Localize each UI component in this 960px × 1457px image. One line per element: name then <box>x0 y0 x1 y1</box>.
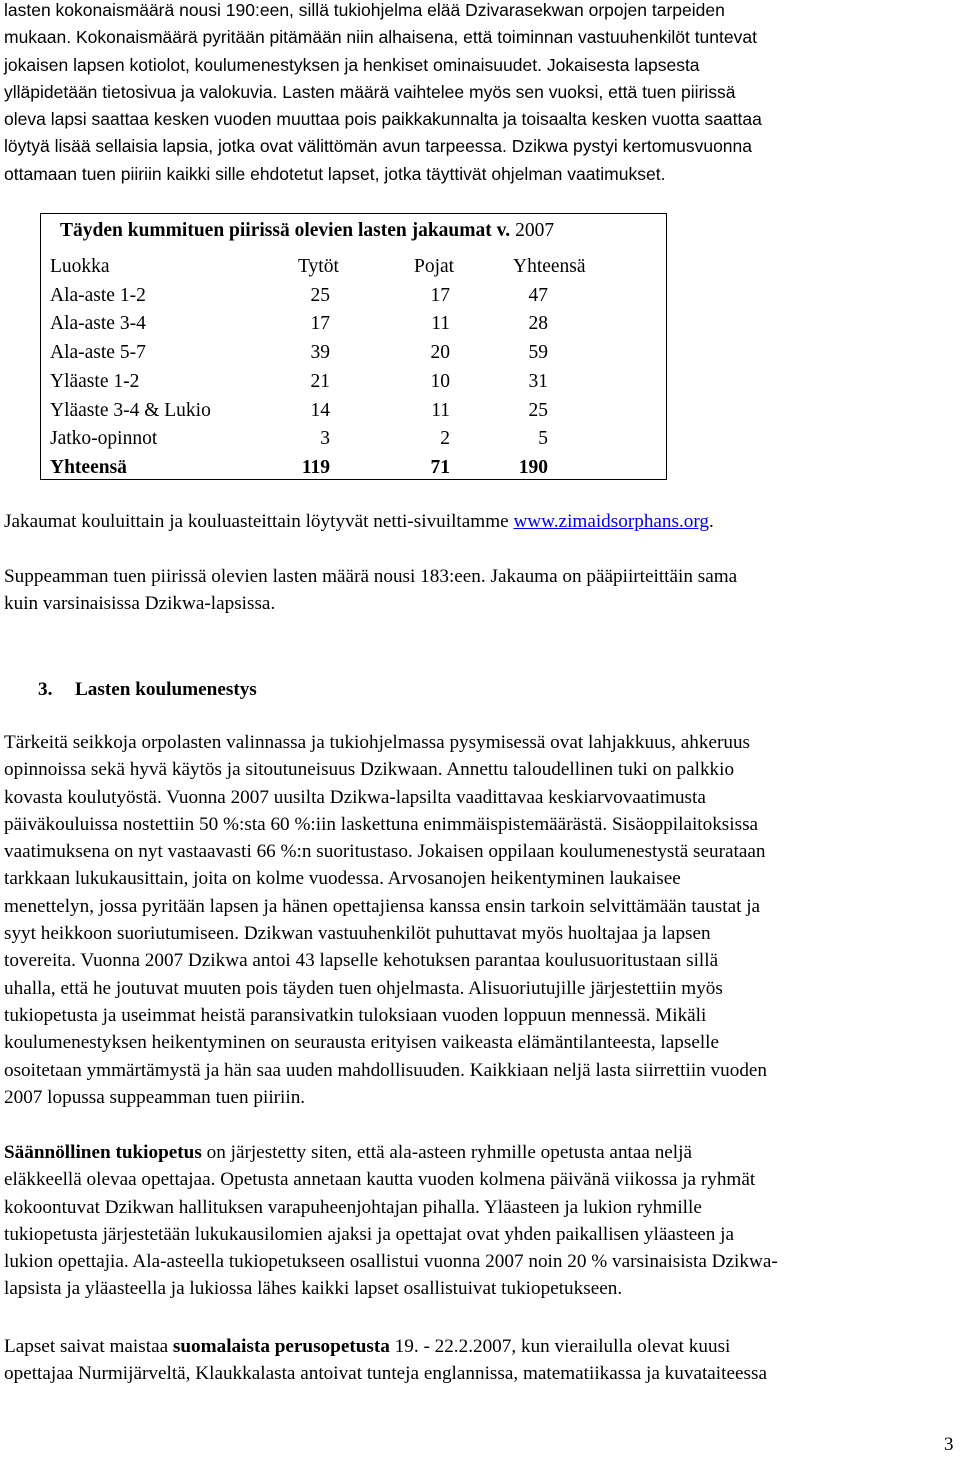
header-boys: Pojat <box>414 256 455 277</box>
school-line: Tärkeitä seikkoja orpolasten valinnassa ja tukiohjelmassa pysymisessä ovat lahjakkuus, ahkeruus <box>4 732 750 753</box>
row-girls: 14 <box>310 399 330 421</box>
support-line: kuin varsinaisissa Dzikwa-lapsissa. <box>4 593 276 615</box>
header-class: Luokka <box>50 256 110 277</box>
school-line: tarkkaan lukukausittain, joita on kolme vuodessa. Arvosanojen heikentyminen laukaisee <box>4 868 681 890</box>
table-row <box>50 282 650 311</box>
table-total-row <box>50 454 650 483</box>
table-title-year: 2007 <box>515 220 555 241</box>
school-line: tovereita. Vuonna 2007 Dzikwa antoi 43 lapselle kehotuksen parantaa koulusuoritustaan sillä <box>4 950 719 972</box>
row-total: 59 <box>528 342 548 364</box>
tutoring-paragraph <box>4 1139 954 1303</box>
row-class: Ala-aste 3-4 <box>50 313 146 335</box>
tutoring-line <box>4 1139 954 1166</box>
school-line: vaatimuksena on nyt vastaavasti 66 %:n suoritustaso. Jokaisen oppilaan koulumenestystä seurataan <box>4 841 766 863</box>
school-line: 2007 lopussa suppeamman tuen piiriin. <box>4 1086 306 1108</box>
row-girls: 17 <box>310 313 330 335</box>
total-girls: 119 <box>301 456 330 478</box>
total-all: 190 <box>518 456 548 478</box>
intro-line: löytyä lisää sellaisia lapsia, jotka ovat välittömän avun tarpeessa. Dzikwa pystyi kertomusvuonna <box>4 136 752 157</box>
school-line: tukiopetusta ja useimmat heistä paransivatkin tuloksiaan vuoden loppuun mennessä. Mikäli <box>4 1004 707 1026</box>
tutoring-line: lukion opettajia. Ala-asteella tukiopetukseen osallistui vuonna 2007 noin 20 % varsinaisista Dzikwa- <box>4 1251 778 1273</box>
tutoring-lead-rest: on järjestetty siten, että ala-asteen ryhmille opetusta antaa neljä <box>201 1142 692 1163</box>
intro-line: mukaan. Kokonaismäärä pyritään pitämään niin alhaisena, että toiminnan vastuuhenkilöt tuntevat <box>4 27 757 48</box>
total-boys: 71 <box>430 456 450 478</box>
website-link[interactable]: www.zimaidsorphans.org <box>513 511 710 532</box>
row-boys: 2 <box>440 428 450 450</box>
intro-line: oleva lapsi saattaa kesken vuoden muuttaa pois paikkakunnalta ja toisaalta kesken vuotta saattaa <box>4 109 762 130</box>
row-class: Ala-aste 5-7 <box>50 342 146 364</box>
intro-paragraph <box>4 0 954 188</box>
page-number: 3 <box>944 1434 954 1455</box>
school-line: opinnoissa sekä hyvä käytös ja sitoutuneisuus Dzikwaan. Annettu taloudellinen tuki on palkkio <box>4 759 735 781</box>
section-number: 3. <box>38 679 53 700</box>
row-total: 5 <box>538 428 548 450</box>
tutoring-line: tukiopetusta järjestetään lukukausilomien ajaksi ja opettajat ovat yhden paikallisen yläasteen ja <box>4 1223 734 1245</box>
distribution-note <box>4 508 954 535</box>
row-class: Yläaste 3-4 & Lukio <box>50 399 211 421</box>
row-total: 47 <box>528 284 548 306</box>
row-class: Yläaste 1-2 <box>50 370 140 392</box>
distribution-note-line <box>4 508 954 535</box>
table-row <box>50 397 650 426</box>
row-boys: 20 <box>430 342 450 364</box>
row-girls: 39 <box>310 342 330 364</box>
finnish-lessons-paragraph <box>4 1333 954 1388</box>
row-girls: 25 <box>310 284 330 306</box>
finnish-lessons-after: 19. - 22.2.2007, kun vierailulla olevat kuusi <box>389 1336 731 1357</box>
school-line: päiväkouluissa nostettiin 50 %:sta 60 %:iin laskettuna enimmäispistemäärästä. Sisäoppilaitoksissa <box>4 813 759 835</box>
school-line: koulumenestyksen heikentyminen on seurausta erityisen vaikeasta elämäntilanteesta, lapselle <box>4 1032 720 1054</box>
intro-line: lasten kokonaismäärä nousi 190:een, sillä tukiohjelma elää Dzivarasekwan orpojen tarpeiden <box>4 0 725 20</box>
finnish-lessons-bold: suomalaista perusopetusta <box>172 1336 390 1357</box>
school-line: osoitetaan ymmärtämystä ja hän saa uuden mahdollisuuden. Kaikkiaan neljä lasta siirrettiin vuoden <box>4 1059 768 1081</box>
header-total: Yhteensä <box>513 256 586 277</box>
row-total: 28 <box>528 313 548 335</box>
tutoring-line: kokoontuvat Dzikwan hallituksen varapuheenjohtajan pihalla. Yläasteen ja lukion ryhmille <box>4 1196 702 1218</box>
support-paragraph <box>4 563 954 618</box>
tutoring-lead: Säännöllinen tukiopetus <box>4 1142 202 1163</box>
row-total: 31 <box>528 370 548 392</box>
school-line: kovasta koulutyöstä. Vuonna 2007 uusilta Dzikwa-lapsilta vaadittavaa keskiarvovaatimusta <box>4 786 706 808</box>
table-row <box>50 339 650 368</box>
row-class: Jatko-opinnot <box>50 428 158 450</box>
row-total: 25 <box>528 399 548 421</box>
support-line: Suppeamman tuen piirissä olevien lasten määrä nousi 183:een. Jakauma on pääpiirteittäin sama <box>4 566 738 587</box>
school-line: syyt heikkoon suoriutumiseen. Dzikwan vastuuhenkilöt puhuttavat myös huoltajaa ja lapsen <box>4 923 711 945</box>
table-row <box>50 368 650 397</box>
section-title: Lasten koulumenestys <box>75 679 257 700</box>
row-boys: 11 <box>431 313 450 335</box>
table-title-text: Täyden kummituen piirissä olevien lasten jakaumat v. <box>60 220 511 241</box>
intro-line: ylläpidetään tietosivua ja valokuvia. Lasten määrä vaihtelee myös sen vuoksi, että tuen piirissä <box>4 81 736 102</box>
tutoring-line: lapsista ja yläasteella ja lukiossa lähes kaikki lapset osallistuivat tukiopetukseen. <box>4 1278 623 1300</box>
intro-line: jokaisen lapsen kotiolot, koulumenestyksen ja henkiset ominaisuudet. Jokaisesta lapsesta <box>4 54 700 75</box>
row-girls: 21 <box>310 370 330 392</box>
row-boys: 17 <box>430 284 450 306</box>
school-line: menettelyn, jossa pyritään lapsen ja hänen opettajiensa kanssa ensin tarkoin selvittämään taustat ja <box>4 895 761 917</box>
finnish-lessons-before: Lapset saivat maistaa <box>4 1336 173 1357</box>
row-class: Ala-aste 1-2 <box>50 284 146 306</box>
row-boys: 10 <box>430 370 450 392</box>
table-header-row <box>50 253 650 282</box>
row-girls: 3 <box>320 428 330 450</box>
distribution-note-text: Jakaumat kouluittain ja kouluasteittain löytyvät netti-sivuiltamme <box>4 511 514 532</box>
row-boys: 11 <box>431 399 450 421</box>
intro-line: ottamaan tuen piiriin kaikki sille ehdotetut lapset, jotka täyttivät ohjelman vaatimukset. <box>4 163 666 184</box>
header-girls: Tytöt <box>298 256 339 277</box>
distribution-note-end: . <box>709 511 714 532</box>
table-row <box>50 425 650 454</box>
tutoring-line: eläkkeellä olevaa opettajaa. Opetusta annetaan kautta vuoden kolmena päivänä viikossa ja ryhmät <box>4 1169 756 1191</box>
school-paragraph <box>4 729 954 1111</box>
table-row <box>50 310 650 339</box>
school-line: uhalla, että he joutuvat muuten pois täyden tuen ohjelmasta. Alisuoriutujille järjestettiin myös <box>4 977 723 999</box>
finnish-lessons-line: opettajaa Nurmijärveltä, Klaukkalasta antoivat tunteja englannissa, matematiikassa ja kuvataiteessa <box>4 1363 767 1385</box>
table-title <box>60 217 554 244</box>
finnish-lessons-line <box>4 1333 954 1360</box>
total-label: Yhteensä <box>50 456 127 478</box>
